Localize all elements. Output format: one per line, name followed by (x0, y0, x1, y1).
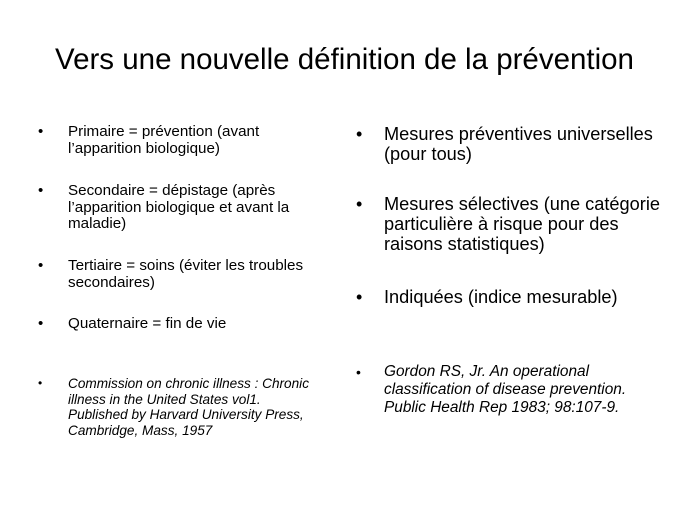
bullet-icon: • (38, 123, 44, 140)
bullet-icon: • (356, 364, 361, 380)
bullet-icon: • (356, 124, 363, 144)
list-item-text: Secondaire = dépistage (après l’apparition biologique et avant la maladie) (68, 182, 290, 233)
bullet-icon: • (38, 257, 44, 274)
bullet-icon: • (38, 315, 44, 332)
bullet-icon: • (38, 182, 44, 199)
reference-text: Commission on chronic illness : Chronic illness in the United States vol1. Published by Harvard University Press, Cambridge, Mass, 1957 (68, 376, 309, 439)
list-item-text: Quaternaire = fin de vie (68, 315, 227, 332)
bullet-icon: • (38, 376, 43, 390)
list-item-text: Tertiaire = soins (éviter les troubles secondaires) (68, 257, 304, 291)
bullet-icon: • (356, 287, 363, 307)
bullet-icon: • (356, 194, 363, 214)
list-item-text: Mesures préventives universelles (pour tous) (384, 124, 653, 165)
reference-text: Gordon RS, Jr. An operational classification of disease prevention. Public Health Rep 1983; 98:107-9. (384, 363, 627, 417)
list-item-text: Primaire = prévention (avant l’apparition biologique) (68, 123, 260, 157)
slide-title: Vers une nouvelle définition de la prévention (55, 43, 634, 76)
list-item-text: Mesures sélectives (une catégorie particulière à risque pour des raisons statistiques) (384, 194, 660, 255)
list-item-text: Indiquées (indice mesurable) (384, 287, 618, 307)
